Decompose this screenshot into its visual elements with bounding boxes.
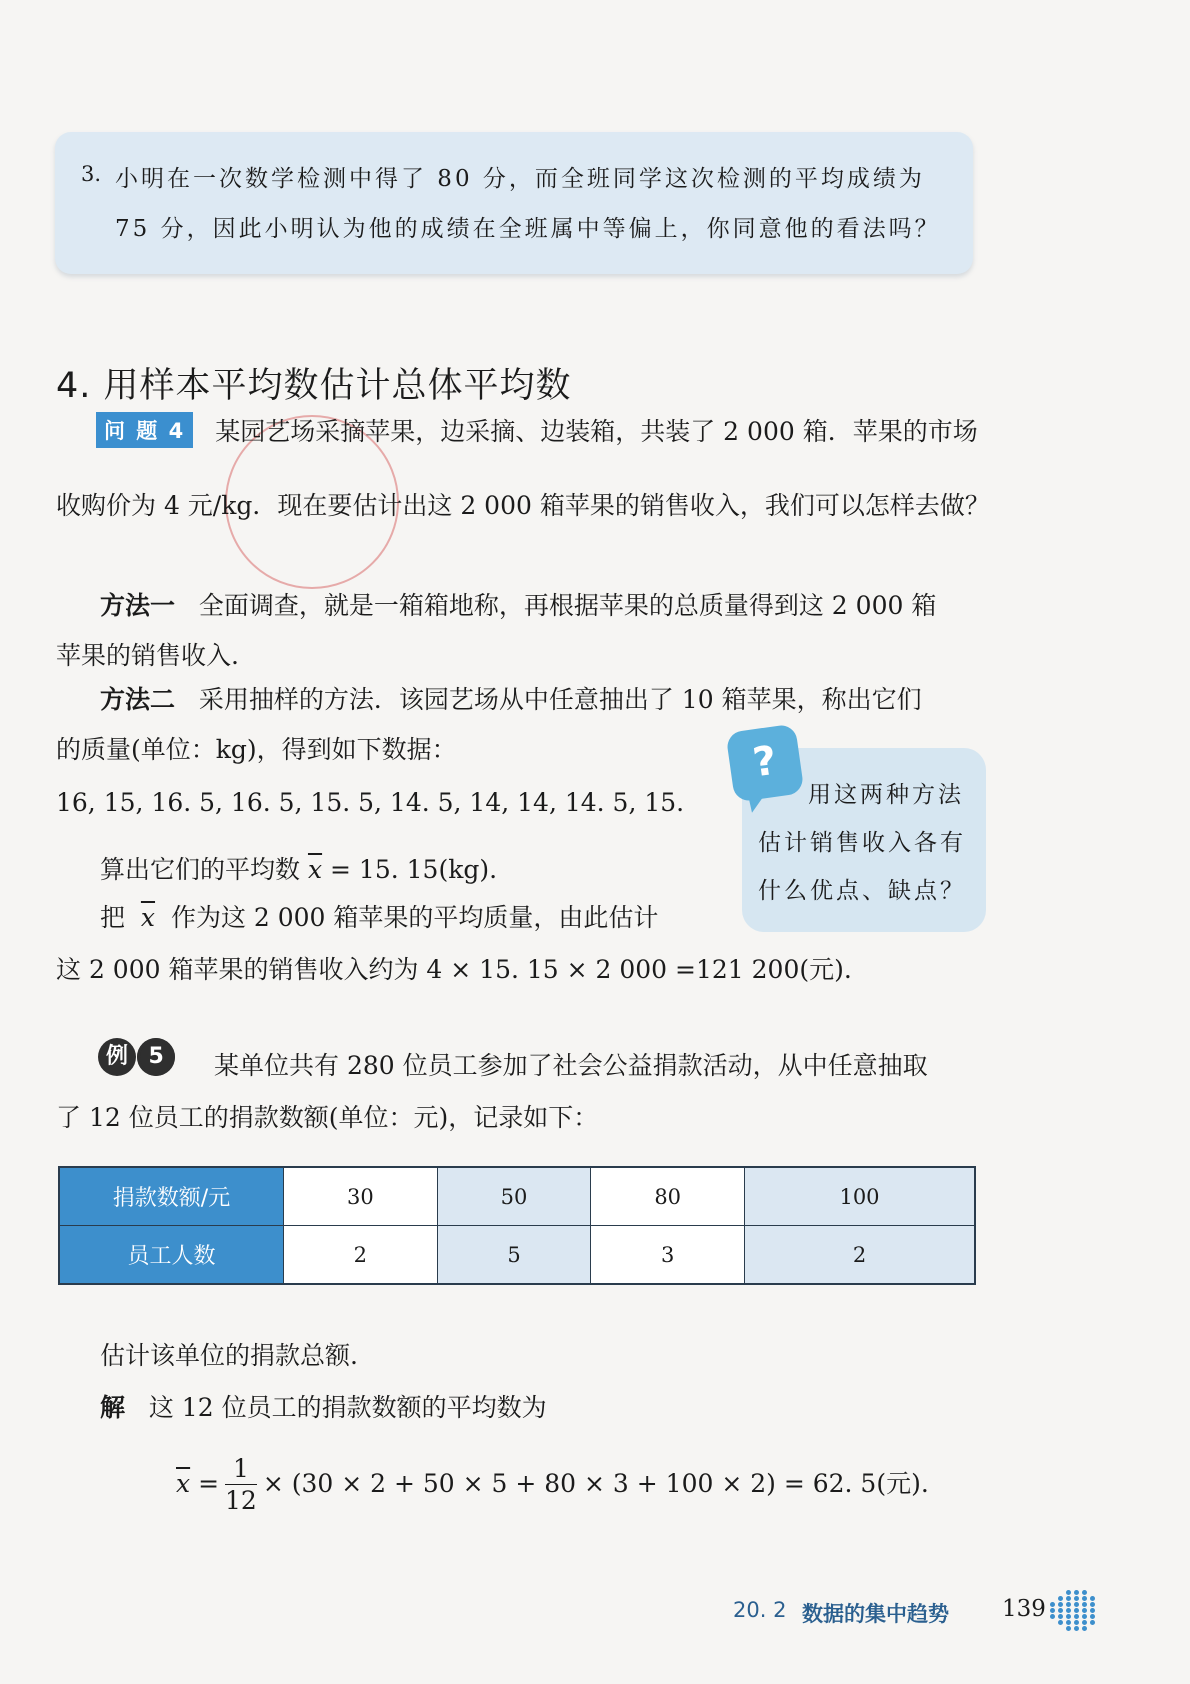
formula-rest: × (30 × 2 + 50 × 5 + 80 × 3 + 100 × 2) = 62. 5(元). bbox=[262, 1469, 929, 1498]
table-header-count: 员工人数 bbox=[59, 1226, 284, 1285]
dot bbox=[1058, 1620, 1063, 1625]
table-row bbox=[59, 1167, 975, 1226]
exercise-text-line2: 75 分，因此小明认为他的成绩在全班属中等偏上，你同意他的看法吗？ bbox=[115, 216, 941, 242]
table-cell: 30 bbox=[284, 1167, 438, 1226]
method2-line2: 的质量(单位：kg)，得到如下数据： bbox=[56, 735, 457, 764]
problem-tag: 问 题 4 bbox=[96, 412, 193, 448]
problem-text: 某园艺场采摘苹果，边采摘、边装箱，共装了 2 000 箱．苹果的市场 bbox=[215, 417, 978, 446]
section-title: 4. 用样本平均数估计总体平均数 bbox=[56, 366, 572, 406]
dot bbox=[1074, 1590, 1079, 1595]
estimate-line2: 这 2 000 箱苹果的销售收入约为 4 × 15. 15 × 2 000 =121 200(元). bbox=[56, 955, 852, 984]
dot bbox=[1066, 1620, 1071, 1625]
solution-label: 解 bbox=[100, 1393, 126, 1422]
footer-section-number: 20. 2 bbox=[733, 1598, 787, 1622]
dot bbox=[1050, 1614, 1055, 1619]
estimate-line1 bbox=[100, 898, 658, 934]
dot bbox=[1090, 1608, 1095, 1613]
exercise-text-line1: 小明在一次数学检测中得了 80 分，而全班同学这次检测的平均成绩为 bbox=[115, 166, 925, 192]
question-icon: ? bbox=[725, 723, 804, 802]
dot bbox=[1058, 1614, 1063, 1619]
dot bbox=[1090, 1602, 1095, 1607]
mean-formula bbox=[176, 1454, 929, 1517]
method1-line2: 苹果的销售收入. bbox=[56, 641, 239, 670]
dot bbox=[1082, 1620, 1087, 1625]
example-line2: 了 12 位员工的捐款数额(单位：元)，记录如下： bbox=[56, 1103, 599, 1132]
dot bbox=[1074, 1608, 1079, 1613]
dot bbox=[1090, 1596, 1095, 1601]
problem-line2: 收购价为 4 元/kg．现在要估计出这 2 000 箱苹果的销售收入，我们可以怎样去做？ bbox=[56, 491, 990, 520]
formula-var: $\overline{x}$ bbox=[176, 1469, 191, 1498]
table-cell: 50 bbox=[437, 1167, 591, 1226]
estimate-post: 作为这 2 000 箱苹果的平均质量，由此估计 bbox=[170, 903, 659, 932]
exercise-box bbox=[55, 132, 973, 274]
table-cell: 3 bbox=[591, 1226, 745, 1285]
dot bbox=[1074, 1626, 1079, 1631]
method2-text: 采用抽样的方法．该园艺场从中任意抽出了 10 箱苹果，称出它们 bbox=[198, 685, 922, 714]
mean-var: $\overline{x}$ bbox=[307, 855, 323, 884]
dot bbox=[1090, 1614, 1095, 1619]
dot bbox=[1074, 1602, 1079, 1607]
dot bbox=[1082, 1602, 1087, 1607]
donation-table bbox=[58, 1166, 976, 1285]
example-badge-num: 5 bbox=[137, 1038, 175, 1076]
fraction-denominator: 12 bbox=[225, 1486, 257, 1515]
dot bbox=[1058, 1608, 1063, 1613]
dot bbox=[1082, 1596, 1087, 1601]
dot bbox=[1058, 1596, 1063, 1601]
dot bbox=[1066, 1590, 1071, 1595]
dot bbox=[1050, 1602, 1055, 1607]
fraction bbox=[225, 1454, 257, 1517]
dot bbox=[1082, 1614, 1087, 1619]
example-badge bbox=[98, 1038, 171, 1076]
table-cell: 100 bbox=[745, 1167, 975, 1226]
footer-section-title: 数据的集中趋势 bbox=[802, 1602, 949, 1626]
dot bbox=[1058, 1602, 1063, 1607]
dot bbox=[1066, 1626, 1071, 1631]
mean-pre: 算出它们的平均数 bbox=[100, 855, 301, 884]
dot bbox=[1066, 1602, 1071, 1607]
sample-data: 16, 15, 16. 5, 16. 5, 15. 5, 14. 5, 14, 14, 14. 5, 15. bbox=[56, 788, 685, 817]
table-cell: 80 bbox=[591, 1167, 745, 1226]
solution-text: 这 12 位员工的捐款数额的平均数为 bbox=[148, 1393, 547, 1422]
method1-text: 全面调查，就是一箱箱地称，再根据苹果的总质量得到这 2 000 箱 bbox=[198, 591, 937, 620]
bubble-line1: 用这两种方法 bbox=[808, 782, 964, 808]
page-number: 139 bbox=[1002, 1596, 1046, 1622]
table-cell: 2 bbox=[284, 1226, 438, 1285]
solution-line bbox=[100, 1388, 547, 1424]
dot bbox=[1074, 1620, 1079, 1625]
table-cell: 2 bbox=[745, 1226, 975, 1285]
estimate-prompt: 估计该单位的捐款总额. bbox=[100, 1341, 358, 1370]
method1-label: 方法一 bbox=[100, 591, 176, 620]
table-header-amount: 捐款数额/元 bbox=[59, 1167, 284, 1226]
mean-line bbox=[100, 850, 497, 886]
example-line1: 某单位共有 280 位员工参加了社会公益捐款活动，从中任意抽取 bbox=[214, 1051, 928, 1080]
example-badge-char: 例 bbox=[98, 1038, 136, 1076]
decorative-dots-icon bbox=[1050, 1590, 1110, 1634]
fraction-numerator: 1 bbox=[225, 1454, 257, 1485]
table-cell: 5 bbox=[437, 1226, 591, 1285]
method2-label: 方法二 bbox=[100, 685, 176, 714]
method1-line1 bbox=[100, 586, 936, 622]
dot bbox=[1066, 1596, 1071, 1601]
mean-post: = 15. 15(kg). bbox=[330, 855, 498, 884]
exercise-number: 3. bbox=[81, 162, 102, 186]
bubble-line2: 估计销售收入各有 bbox=[758, 830, 966, 856]
dot bbox=[1082, 1608, 1087, 1613]
dot bbox=[1050, 1608, 1055, 1613]
table-row bbox=[59, 1226, 975, 1285]
dot bbox=[1090, 1620, 1095, 1625]
formula-eq: = bbox=[198, 1469, 220, 1498]
dot bbox=[1074, 1614, 1079, 1619]
dot bbox=[1082, 1626, 1087, 1631]
dot bbox=[1082, 1590, 1087, 1595]
estimate-var: $\overline{x}$ bbox=[140, 903, 156, 932]
method2-line1 bbox=[100, 680, 922, 716]
bubble-line3: 什么优点、缺点？ bbox=[758, 878, 966, 904]
dot bbox=[1074, 1596, 1079, 1601]
estimate-pre: 把 bbox=[100, 903, 126, 932]
problem-line1 bbox=[96, 412, 978, 448]
dot bbox=[1066, 1614, 1071, 1619]
dot bbox=[1066, 1608, 1071, 1613]
